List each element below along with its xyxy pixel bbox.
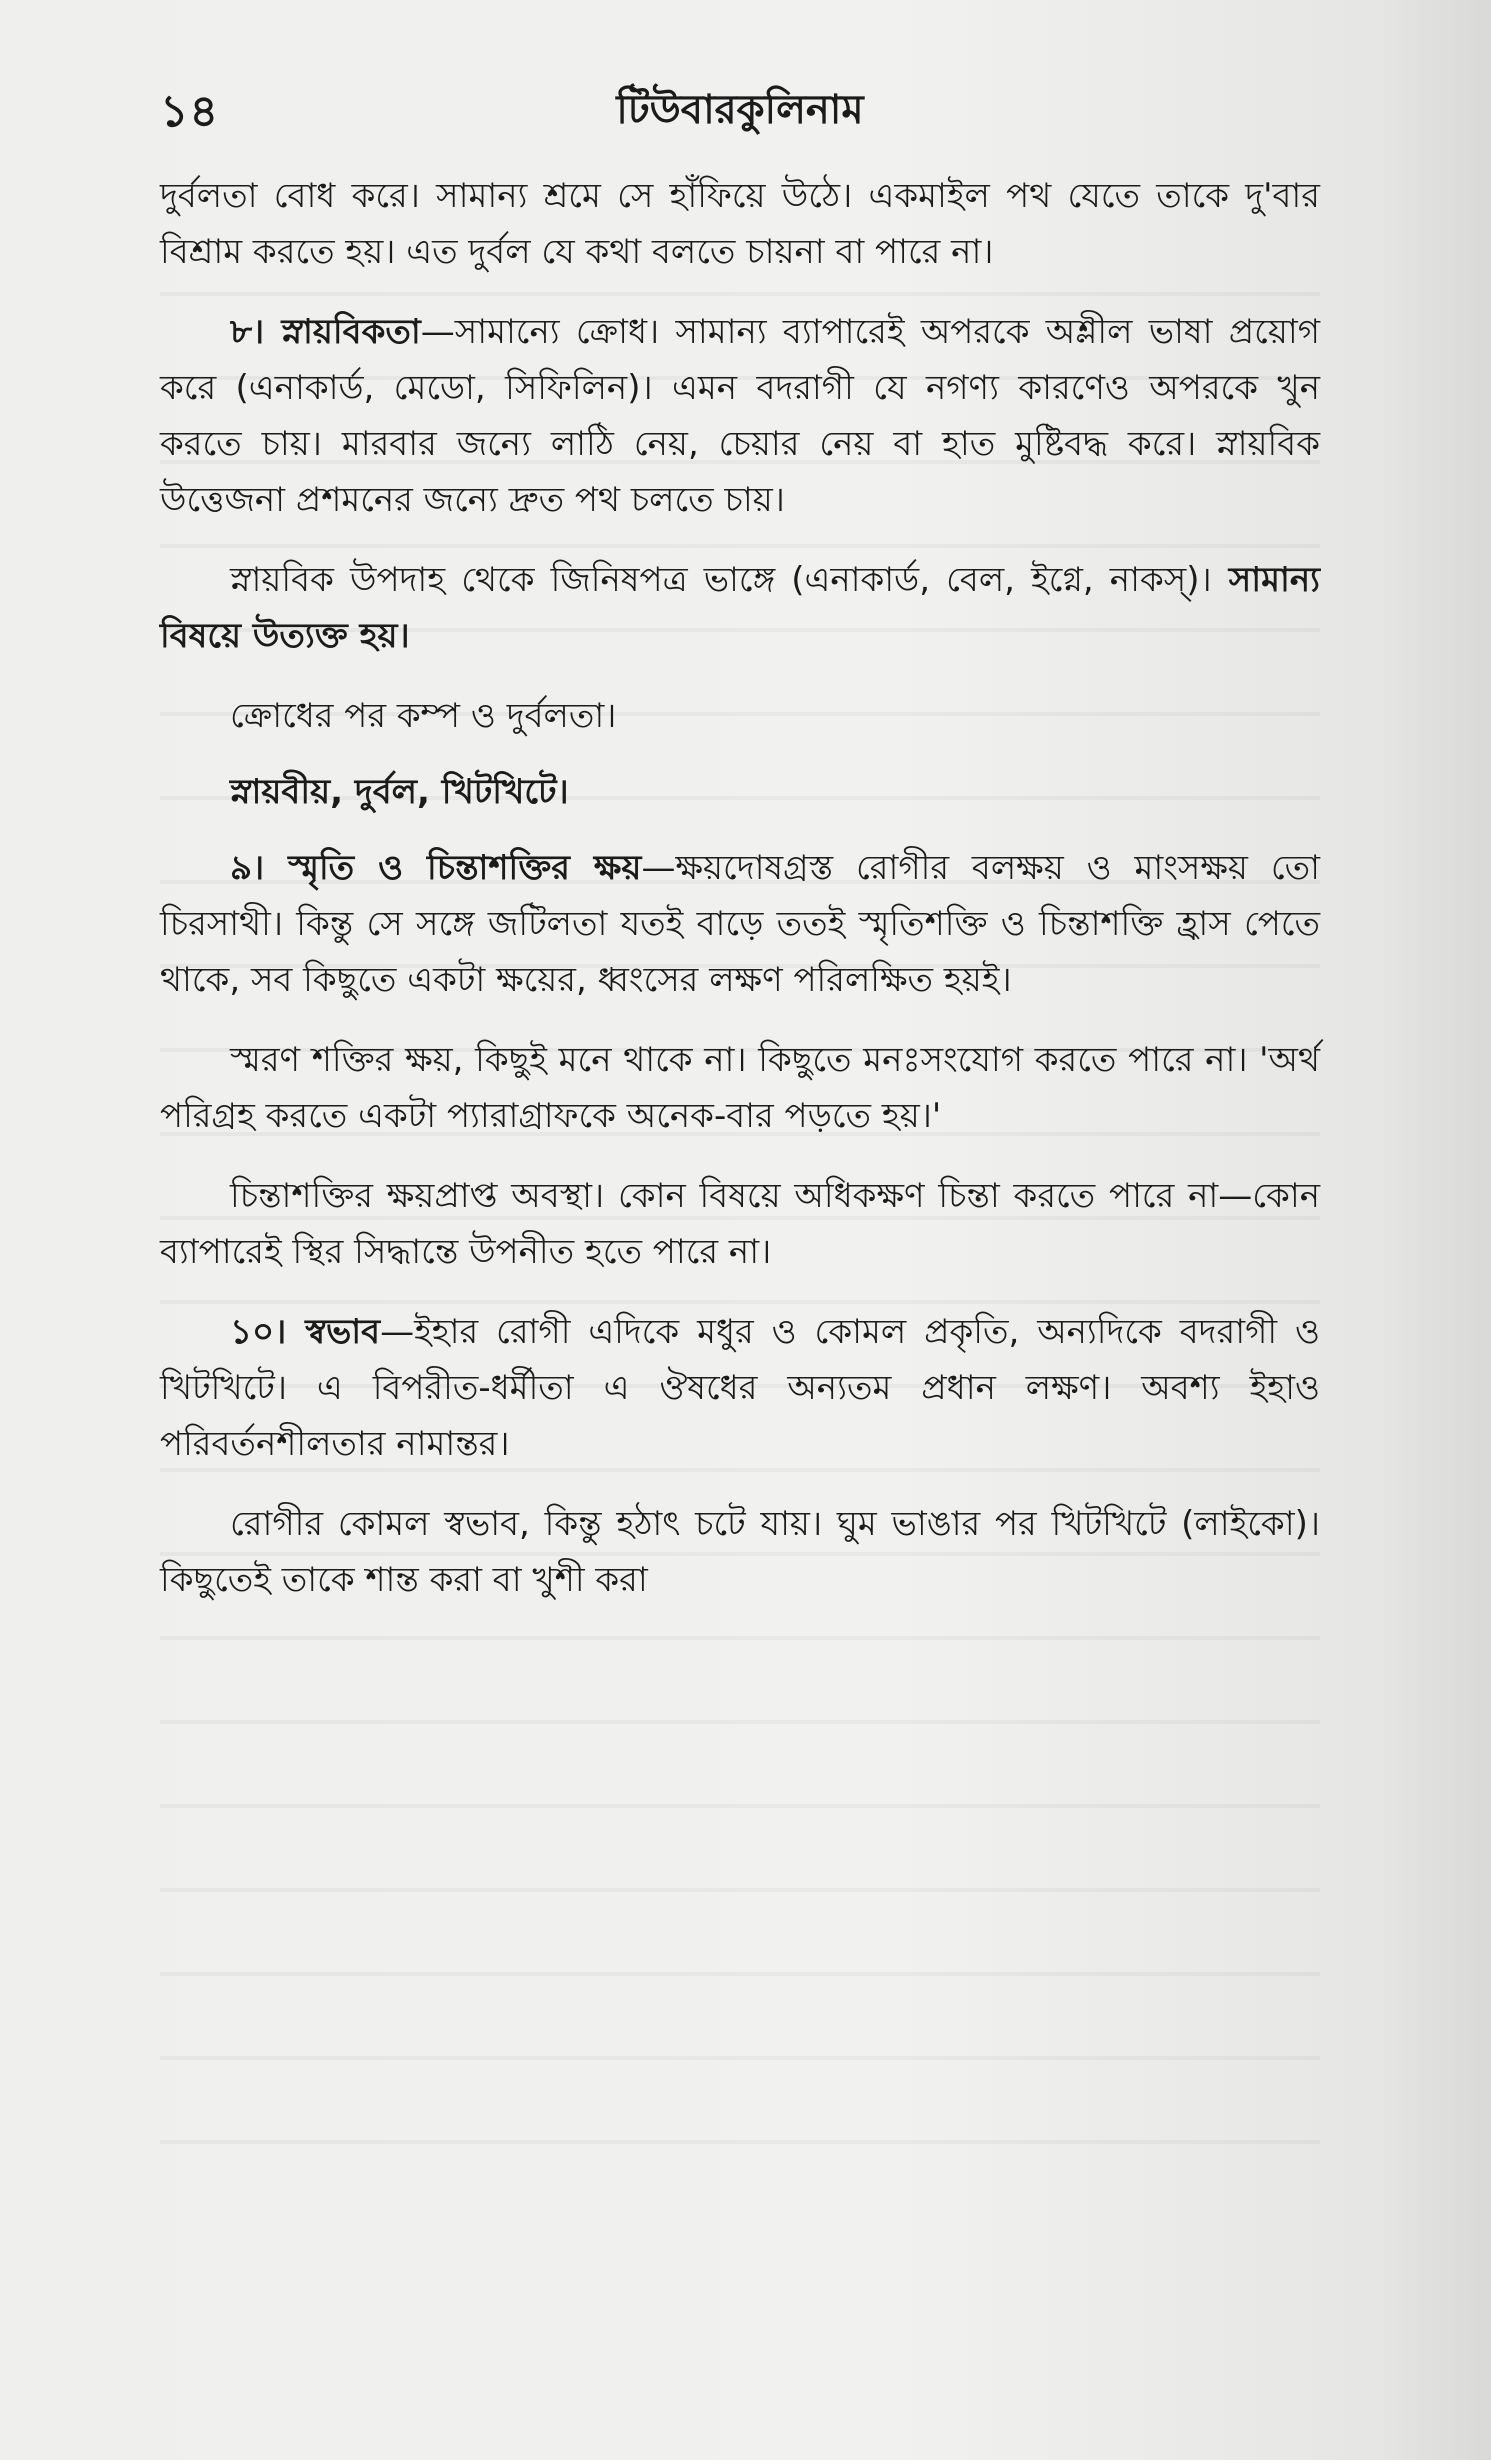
body-text	[160, 168, 1320, 1632]
paragraph-thinking-weak	[160, 1168, 1320, 1280]
section-heading-10: ১০। স্বভাব	[230, 1312, 381, 1352]
paragraph-mild-nature	[160, 1496, 1320, 1608]
paragraph-text: —ইহার রোগী এদিকে মধুর ও কোমল প্রকৃতি, অন্যদিকে বদরাগী ও খিটখিটে। এ বিপরীত-ধর্মীতা এ ঔষধের অন্যতম প্রধান লক্ষণ। অবশ্য ইহাও পরিবর্তনশীলতার নামান্তর।	[160, 1312, 1320, 1464]
paragraph-text: চিন্তাশক্তির ক্ষয়প্রাপ্ত অবস্থা। কোন বিষয়ে অধিকক্ষণ চিন্তা করতে পারে না—কোন ব্যাপারেই স্থির সিদ্ধান্তে উপনীত হতে পারে না।	[160, 1176, 1320, 1272]
paragraph-temperament	[160, 1304, 1320, 1472]
page-number: ১৪	[160, 86, 220, 137]
paragraph-irritable	[160, 764, 1320, 820]
paragraph-bold-text: সামান্য বিষয়ে উত্যক্ত হয়।	[160, 560, 1320, 656]
paragraph-nervousness	[160, 304, 1320, 528]
paragraph-nervous-irritation	[160, 552, 1320, 664]
section-heading-8: ৮। স্নায়বিকতা	[230, 312, 421, 352]
paragraph-text: —ক্ষয়দোষগ্রস্ত রোগীর বলক্ষয় ও মাংসক্ষয় তো চিরসাথী। কিন্তু সে সঙ্গে জটিলতা যতই বাড়ে ততই স্মৃতিশক্তি ও চিন্তাশক্তি হ্রাস পেতে থাকে, সব কিছুতে একটা ক্ষয়ের, ধ্বংসের লক্ষণ পরিলক্ষিত হয়ই।	[160, 848, 1320, 1000]
paragraph-text: —সামান্যে ক্রোধ। সামান্য ব্যাপারেই অপরকে অশ্লীল ভাষা প্রয়োগ করে (এনাকার্ড, মেডো, সিফিলিন)। এমন বদরাগী যে নগণ্য কারণেও অপরকে খুন করতে চায়। মারবার জন্যে লাঠি নেয়, চেয়ার নেয় বা হাত মুষ্টিবদ্ধ করে। স্নায়বিক উত্তেজনা প্রশমনের জন্যে দ্রুত পথ চলতে চায়।	[160, 312, 1320, 520]
section-heading-9: ৯। স্মৃতি ও চিন্তাশক্তির ক্ষয়	[230, 848, 642, 888]
running-title: টিউবারকুলিনাম	[616, 87, 864, 133]
paragraph-memory-loss	[160, 840, 1320, 1008]
paragraph-weakness	[160, 168, 1320, 280]
page-header	[160, 78, 1320, 148]
paragraph-text: ক্রোধের পর কম্প ও দুর্বলতা।	[230, 696, 617, 736]
paragraph-text: রোগীর কোমল স্বভাব, কিন্তু হঠাৎ চটে যায়। ঘুম ভাঙার পর খিটখিটে (লাইকো)। কিছুতেই তাকে শান্ত করা বা খুশী করা	[160, 1504, 1320, 1600]
paragraph-memory-weak	[160, 1032, 1320, 1144]
paragraph-text: স্মরণ শক্তির ক্ষয়, কিছুই মনে থাকে না। কিছুতে মনঃসংযোগ করতে পারে না। 'অর্থ পরিগ্রহ করতে একটা প্যারাগ্রাফকে অনেক-বার পড়তে হয়।'	[160, 1040, 1320, 1136]
paragraph-anger-tremor	[160, 688, 1320, 744]
paragraph-text: দুর্বলতা বোধ করে। সামান্য শ্রমে সে হাঁফিয়ে উঠে। একমাইল পথ যেতে তাকে দু'বার বিশ্রাম করতে হয়। এত দুর্বল যে কথা বলতে চায়না বা পারে না।	[160, 176, 1320, 272]
paragraph-bold-text: স্নায়বীয়, দুর্বল, খিটখিটে।	[230, 772, 569, 812]
paragraph-text: স্নায়বিক উপদাহ থেকে জিনিষপত্র ভাঙ্গে (এনাকার্ড, বেল, ইগ্নে, নাকস্)।	[230, 560, 1212, 600]
